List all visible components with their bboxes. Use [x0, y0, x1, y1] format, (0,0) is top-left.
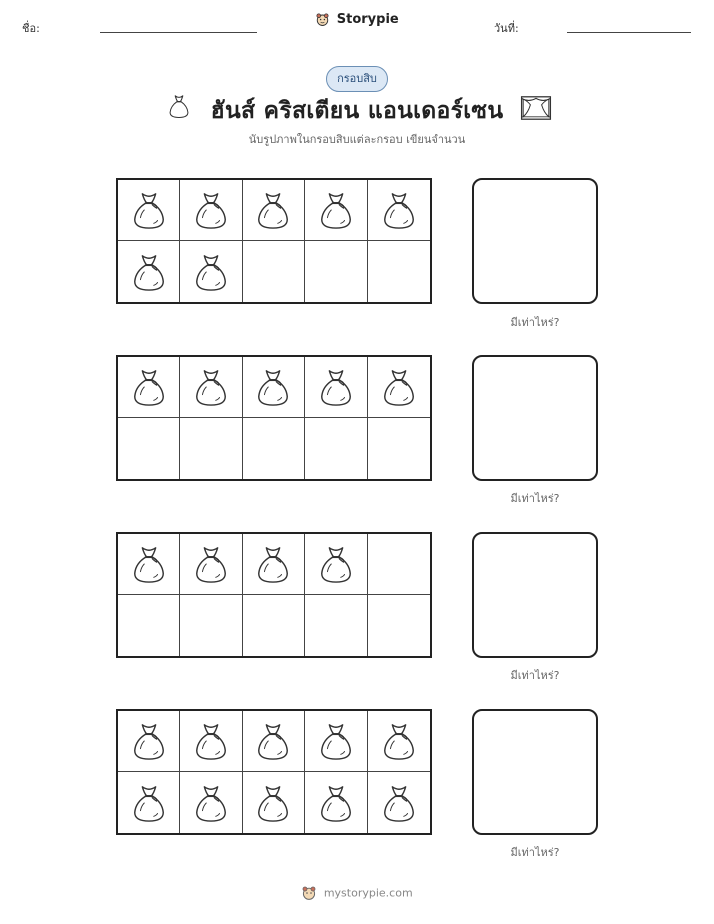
ten-frame-cell [180, 711, 242, 772]
ten-frame-cell [368, 595, 430, 656]
money-bag-icon [380, 719, 418, 763]
ten-frame-cell [243, 595, 305, 656]
ten-frame-cell [368, 772, 430, 833]
money-bag-icon [254, 365, 292, 409]
ten-frame-cell [118, 241, 180, 302]
ten-frame-cell [243, 418, 305, 479]
ten-frame-cell [243, 241, 305, 302]
money-bag-icon [130, 365, 168, 409]
ten-frame-cell [180, 418, 242, 479]
topic-badge: กรอบสิบ [326, 66, 388, 92]
ten-frame-cell [243, 772, 305, 833]
ten-frame-cell [305, 711, 367, 772]
money-bag-icon [317, 365, 355, 409]
money-bag-icon [254, 781, 292, 825]
money-bag-icon [130, 542, 168, 586]
ten-frame-cell [305, 180, 367, 241]
money-bag-icon [192, 188, 230, 232]
ten-frame-cell [243, 534, 305, 595]
ten-frame-cell [180, 180, 242, 241]
ten-frame-cell [243, 357, 305, 418]
answer-box-3[interactable] [472, 532, 598, 658]
footer-site: mystorypie.com [323, 886, 413, 900]
money-bag-icon [130, 188, 168, 232]
money-bag-icon [317, 719, 355, 763]
money-bag-icon [317, 542, 355, 586]
ten-frame-cell [180, 357, 242, 418]
answer-prompt-2: มีเท่าไหร่? [510, 492, 560, 505]
brand-name: Storypie [336, 12, 399, 27]
ten-frame-cell [368, 534, 430, 595]
ten-frame-cell [118, 772, 180, 833]
answer-prompt-1: มีเท่าไหร่? [510, 316, 560, 329]
ten-frame-cell [305, 772, 367, 833]
money-bag-icon [317, 188, 355, 232]
money-bag-icon [192, 781, 230, 825]
answer-box-1[interactable] [472, 178, 598, 304]
ten-frame-cell [305, 241, 367, 302]
money-bag-icon [317, 781, 355, 825]
ten-frame-cell [368, 418, 430, 479]
date-label: วันที่: [494, 22, 519, 35]
ten-frame-cell [180, 595, 242, 656]
ten-frame-cell [305, 534, 367, 595]
ten-frame-cell [118, 357, 180, 418]
money-bag-icon [130, 719, 168, 763]
answer-box-4[interactable] [472, 709, 598, 835]
money-bag-icon [192, 542, 230, 586]
ten-frame-cell [243, 180, 305, 241]
ten-frame-cell [368, 357, 430, 418]
ten-frame-cell [118, 595, 180, 656]
money-bag-icon [254, 719, 292, 763]
money-bag-icon [380, 188, 418, 232]
ten-frame-cell [368, 241, 430, 302]
money-bag-icon [254, 188, 292, 232]
ten-frame-cell [305, 595, 367, 656]
ten-frame-1 [116, 178, 432, 304]
answer-box-2[interactable] [472, 355, 598, 481]
instructions: นับรูปภาพในกรอบสิบแต่ละกรอบ เขียนจำนวน [248, 133, 466, 146]
ten-frame-cell [305, 418, 367, 479]
ten-frame-4 [116, 709, 432, 835]
money-bag-icon [130, 781, 168, 825]
money-bag-icon [192, 250, 230, 294]
worksheet-title: ฮันส์ คริสเตียน แอนเดอร์เซน [210, 98, 504, 124]
money-bag-icon [380, 365, 418, 409]
date-write-line [567, 32, 691, 33]
money-bag-icon [130, 250, 168, 294]
ten-frame-cell [180, 534, 242, 595]
storypie-logo-icon [301, 885, 317, 901]
storypie-logo-icon [315, 12, 330, 27]
ten-frame-cell [368, 180, 430, 241]
ten-frame-cell [305, 357, 367, 418]
ten-frame-cell [180, 772, 242, 833]
ten-frame-cell [118, 418, 180, 479]
ten-frame-cell [118, 711, 180, 772]
ten-frame-cell [368, 711, 430, 772]
footer [0, 885, 714, 901]
name-label: ชื่อ: [22, 22, 40, 35]
name-write-line [100, 32, 257, 33]
answer-prompt-4: มีเท่าไหร่? [510, 846, 560, 859]
ten-frame-3 [116, 532, 432, 658]
theater-stage-icon [520, 95, 552, 121]
money-bag-icon [380, 781, 418, 825]
money-bag-icon [192, 719, 230, 763]
ten-frame-cell [243, 711, 305, 772]
money-bag-icon [254, 542, 292, 586]
answer-prompt-3: มีเท่าไหร่? [510, 669, 560, 682]
ten-frame-cell [118, 534, 180, 595]
ten-frame-2 [116, 355, 432, 481]
ten-frame-cell [180, 241, 242, 302]
ten-frame-cell [118, 180, 180, 241]
money-bag-icon [192, 365, 230, 409]
brand-header [0, 12, 714, 27]
